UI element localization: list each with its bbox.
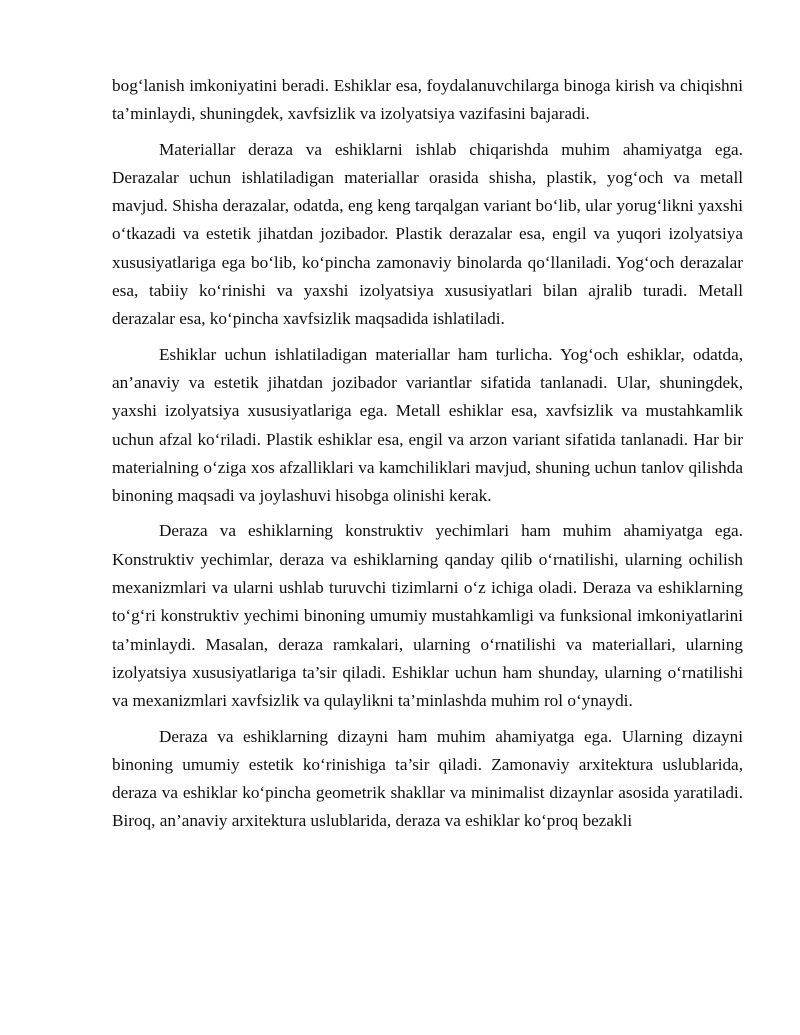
paragraph-door-materials: Eshiklar uchun ishlatiladigan materiallar ham turlicha. Yog‘och eshiklar, odatda, an’anaviy va estetik jihatdan jozibador variantlar sifatida tanlanadi. Ular, shuningdek, yaxshi izolyatsiya xususiyatlariga ega. Metall eshiklar esa, xavfsizlik va mustahkamlik uchun afzal ko‘riladi. Plastik eshiklar esa, engil va arzon variant sifatida tanlanadi. Har bir materialning o‘ziga xos afzalliklari va kamchiliklari mavjud, shuning uchun tanlov qilishda binoning maqsadi va joylashuvi hisobga olinishi kerak. [112, 344, 743, 506]
document-body [112, 72, 743, 843]
paragraph-design: Deraza va eshiklarning dizayni ham muhim ahamiyatga ega. Ularning dizayni binoning umumiy estetik ko‘rinishiga ta’sir qiladi. Zamonaviy arxitektura uslublarida, deraza va eshiklar ko‘pincha geometrik shakllar va minimalist dizaynlar asosida yaratiladi. Biroq, an’anaviy arxitektura uslublarida, deraza va eshiklar ko‘proq bezakli [112, 726, 743, 831]
paragraph-materials: Materiallar deraza va eshiklarni ishlab chiqarishda muhim ahamiyatga ega. Derazalar uchun ishlatiladigan materiallar orasida shisha, plastik, yog‘och va metall mavjud. Shisha derazalar, odatda, eng keng tarqalgan variant bo‘lib, ular yorug‘likni yaxshi o‘tkazadi va estetik jihatdan jozibador. Plastik derazalar esa, engil va yuqori izolyatsiya xususiyatlariga ega bo‘lib, ko‘pincha zamonaviy binolarda qo‘llaniladi. Yog‘och derazalar esa, tabiiy ko‘rinishi va yaxshi izolyatsiya xususiyatlari bilan ajralib turadi. Metall derazalar esa, ko‘pincha xavfsizlik maqsadida ishlatiladi. [112, 139, 743, 329]
paragraph-construction: Deraza va eshiklarning konstruktiv yechimlari ham muhim ahamiyatga ega. Konstruktiv yechimlar, deraza va eshiklarning qanday qilib o‘rnatilishi, ularning ochilish mexanizmlari va ularni ushlab turuvchi tizimlarni o‘z ichiga oladi. Deraza va eshiklarning to‘g‘ri konstruktiv yechimi binoning umumiy mustahkamligi va funksional imkoniyatlarini ta’minlaydi. Masalan, deraza ramkalari, ularning o‘rnatilishi va materiallari, ularning izolyatsiya xususiyatlariga ta’sir qiladi. Eshiklar uchun ham shunday, ularning o‘rnatilishi va mexanizmlari xavfsizlik va qulaylikni ta’minlashda muhim rol o‘ynaydi. [112, 521, 743, 711]
paragraph-continuation: bog‘lanish imkoniyatini beradi. Eshiklar esa, foydalanuvchilarga binoga kirish va chiqishni ta’minlaydi, shuningdek, xavfsizlik va izolyatsiya vazifasini bajaradi. [112, 76, 743, 124]
